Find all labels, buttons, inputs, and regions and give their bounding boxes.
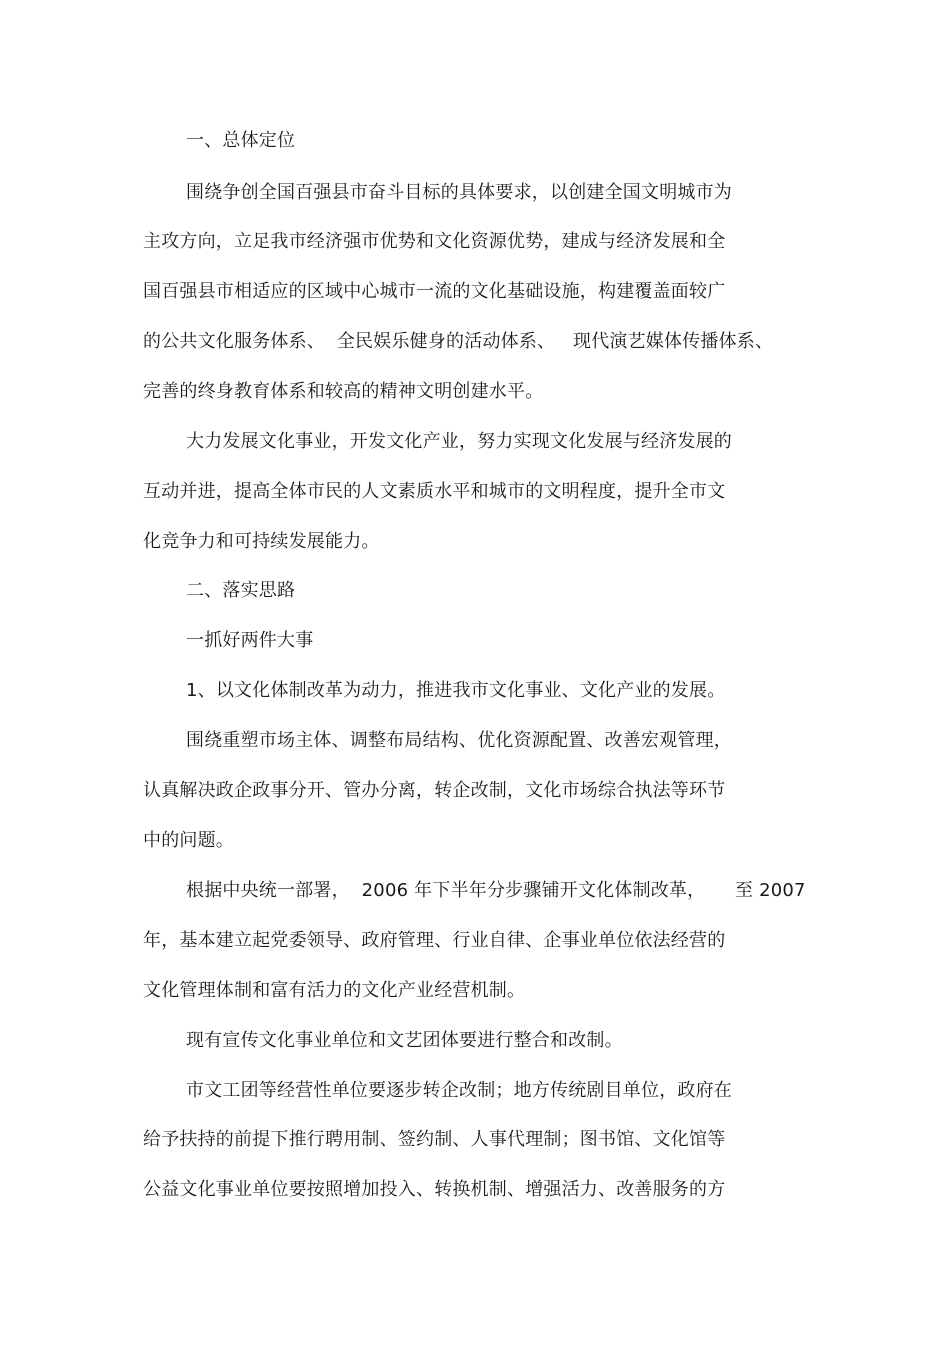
paragraph-line: 认真解决政企政事分开、管办分离，转企改制，文化市场综合执法等环节 — [143, 780, 726, 801]
subheading-two-major-tasks: 一抓好两件大事 — [186, 630, 314, 651]
paragraph-line: 市文工团等经营性单位要逐步转企改制；地方传统剧目单位，政府在 — [186, 1080, 732, 1101]
paragraph-line: 围绕争创全国百强县市奋斗目标的具体要求，以创建全国文明城市为 — [186, 182, 732, 203]
paragraph-line: 年，基本建立起党委领导、政府管理、行业自律、企事业单位依法经营的 — [143, 930, 726, 951]
paragraph-line: 大力发展文化事业，开发文化产业，努力实现文化发展与经济发展的 — [186, 431, 732, 452]
paragraph-line: 完善的终身教育体系和较高的精神文明创建水平。 — [143, 381, 544, 402]
paragraph-line: 化竞争力和可持续发展能力。 — [143, 531, 380, 552]
paragraph-line: 的公共文化服务体系、 全民娱乐健身的活动体系、 现代演艺媒体传播体系、 — [143, 331, 774, 352]
paragraph-line: 现有宣传文化事业单位和文艺团体要进行整合和改制。 — [186, 1030, 623, 1051]
heading-overall-positioning: 一、总体定位 — [186, 130, 296, 151]
numbered-item-1: 1、以文化体制改革为动力，推进我市文化事业、文化产业的发展。 — [186, 680, 726, 701]
paragraph-line: 互动并进，提高全体市民的人文素质水平和城市的文明程度，提升全市文 — [143, 481, 726, 502]
paragraph-line: 公益文化事业单位要按照增加投入、转换机制、增强活力、改善服务的方 — [143, 1179, 726, 1200]
heading-implementation-ideas: 二、落实思路 — [186, 580, 296, 601]
paragraph-line: 中的问题。 — [143, 830, 234, 851]
paragraph-line: 根据中央统一部署， 2006 年下半年分步骤铺开文化体制改革， 至 2007 — [186, 880, 806, 901]
paragraph-line: 国百强县市相适应的区域中心城市一流的文化基础设施，构建覆盖面较广 — [143, 281, 726, 302]
paragraph-line: 文化管理体制和富有活力的文化产业经营机制。 — [143, 980, 526, 1001]
paragraph-line: 给予扶持的前提下推行聘用制、签约制、人事代理制；图书馆、文化馆等 — [143, 1129, 726, 1150]
paragraph-line: 围绕重塑市场主体、调整布局结构、优化资源配置、改善宏观管理， — [186, 730, 732, 751]
paragraph-line: 主攻方向，立足我市经济强市优势和文化资源优势，建成与经济发展和全 — [143, 231, 726, 252]
